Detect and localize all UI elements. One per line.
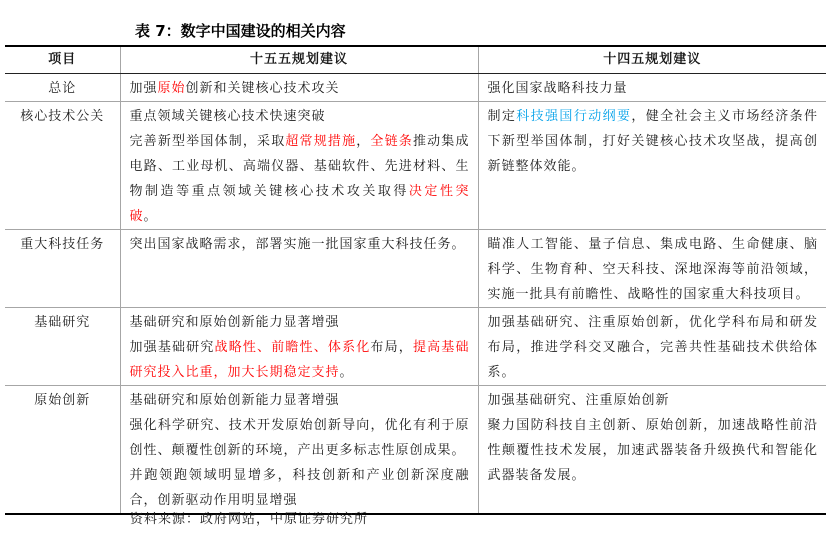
text-line [130, 204, 470, 229]
text-segment: 科学、生物育种、空天科技、深地深海等前沿领域， [487, 262, 818, 277]
text-line [130, 438, 470, 463]
text-segment: 系。 [487, 365, 516, 380]
header-item: 项目 [5, 46, 120, 74]
highlighted-text: 决定性突 [408, 184, 470, 199]
text-segment: 新链整体效能。 [487, 159, 586, 174]
text-segment: 突出国家战略需求，部署实施一批国家重大科技任务。 [129, 237, 466, 252]
row-item-label: 基础研究 [5, 308, 120, 386]
text-line [130, 154, 470, 179]
text-segment: 物制造等重点领域关键核心技术攻关取得 [129, 184, 409, 199]
table-row [5, 102, 826, 230]
text-line [130, 129, 470, 154]
highlighted-text: 研究投入比重，加大长期稳定支持 [129, 365, 340, 380]
highlighted-text: 原始 [157, 81, 186, 96]
table-row [5, 308, 826, 386]
plan-14th-cell [478, 308, 826, 386]
text-segment: 。 [339, 365, 354, 380]
text-segment: 瞄准人工智能、量子信息、集成电路、生命健康、脑 [487, 237, 818, 252]
text-segment: 创性、颠覆性创新的环境，产出更多标志性原创成果。 [129, 443, 466, 458]
text-segment: 创新和关键核心技术攻关 [185, 81, 340, 96]
highlighted-text: 科技强国行动纲要 [516, 109, 632, 124]
text-line [488, 413, 819, 438]
text-segment: 加强基础研究 [129, 340, 215, 355]
text-line [488, 257, 819, 282]
highlighted-text: 全链条 [370, 134, 413, 149]
row-item-label: 原始创新 [5, 386, 120, 515]
text-line [488, 310, 819, 335]
text-segment: 武器装备发展。 [487, 468, 586, 483]
text-segment: 并跑领跑领域明显增多，科技创新和产业创新深度融 [129, 468, 470, 483]
text-segment: 制定 [487, 109, 517, 124]
comparison-table [5, 45, 826, 515]
text-line [130, 76, 470, 101]
plan-14th-cell [478, 102, 826, 230]
table-row [5, 74, 826, 102]
text-line [488, 463, 819, 488]
header-row [5, 46, 826, 74]
text-segment: 。 [143, 209, 158, 224]
text-line [130, 413, 470, 438]
plan-14th-cell [478, 230, 826, 308]
text-line [488, 104, 819, 129]
plan-14th-cell [478, 386, 826, 515]
text-line [488, 232, 819, 257]
text-line [130, 335, 470, 360]
text-line [488, 129, 819, 154]
text-segment: 加强基础研究、注重原始创新 [487, 393, 670, 408]
text-line [130, 232, 470, 257]
text-line [130, 179, 470, 204]
highlighted-text: 提高基础 [412, 340, 470, 355]
text-line [130, 360, 470, 385]
highlighted-text: 战略性、前瞻性、体系化 [214, 340, 371, 355]
plan-15th-cell [120, 102, 478, 230]
highlighted-text: 破 [129, 209, 144, 224]
row-item-label: 总论 [5, 74, 120, 102]
text-segment: 布局，推进学科交叉融合，完善共性基础技术供给体 [487, 340, 818, 355]
plan-14th-cell [478, 74, 826, 102]
highlighted-text: 超常规措施 [285, 134, 357, 149]
text-segment: 重点领域关键核心技术快速突破 [129, 109, 326, 124]
text-segment: 推动集成 [412, 134, 470, 149]
text-segment: 完善新型举国体制，采取 [129, 134, 286, 149]
table-title: 表 7：数字中国建设的相关内容 [135, 22, 346, 40]
table-row [5, 230, 826, 308]
text-segment: ，健全社会主义市场经济条件 [631, 109, 818, 124]
text-line [488, 335, 819, 360]
text-segment: ， [356, 134, 371, 149]
row-item-label: 核心技术公关 [5, 102, 120, 230]
header-plan-15th: 十五五规划建议 [120, 46, 478, 74]
text-segment: 电路、工业母机、高端仪器、基础软件、先进材料、生 [129, 159, 470, 174]
text-segment: 加强基础研究、注重原始创新，优化学科布局和研发 [487, 315, 818, 330]
table-header [5, 46, 826, 74]
text-segment: 加强 [129, 81, 158, 96]
table-row [5, 386, 826, 515]
text-segment: 性颠覆性技术发展，加速武器装备升级换代和智能化 [487, 443, 818, 458]
text-line [130, 310, 470, 335]
text-line [130, 388, 470, 413]
text-line [488, 388, 819, 413]
text-line [488, 282, 819, 307]
plan-15th-cell [120, 386, 478, 515]
text-segment: 合，创新驱动作用明显增强 [129, 493, 298, 508]
text-segment: 基础研究和原始创新能力显著增强 [129, 315, 340, 330]
row-item-label: 重大科技任务 [5, 230, 120, 308]
table-body [5, 74, 826, 515]
source-note: 资料来源：政府网站，中原证券研究所 [130, 512, 369, 527]
text-segment: 布局， [370, 340, 413, 355]
text-line [130, 104, 470, 129]
text-segment: 强化国家战略科技力量 [487, 81, 628, 96]
plan-15th-cell [120, 308, 478, 386]
text-segment: 实施一批具有前瞻性、战略性的国家重大科技项目。 [487, 287, 810, 302]
plan-15th-cell [120, 230, 478, 308]
text-line [488, 438, 819, 463]
text-segment: 强化科学研究、技术开发原始创新导向，优化有利于原 [129, 418, 470, 433]
text-line [488, 360, 819, 385]
text-line [488, 76, 819, 101]
plan-15th-cell [120, 74, 478, 102]
header-plan-14th: 十四五规划建议 [478, 46, 826, 74]
text-line [130, 463, 470, 488]
text-segment: 聚力国防科技自主创新、原始创新，加速战略性前沿 [487, 418, 818, 433]
text-line [488, 154, 819, 179]
text-segment: 基础研究和原始创新能力显著增强 [129, 393, 340, 408]
text-segment: 下新型举国体制，打好关键核心技术攻坚战，提高创 [487, 134, 818, 149]
